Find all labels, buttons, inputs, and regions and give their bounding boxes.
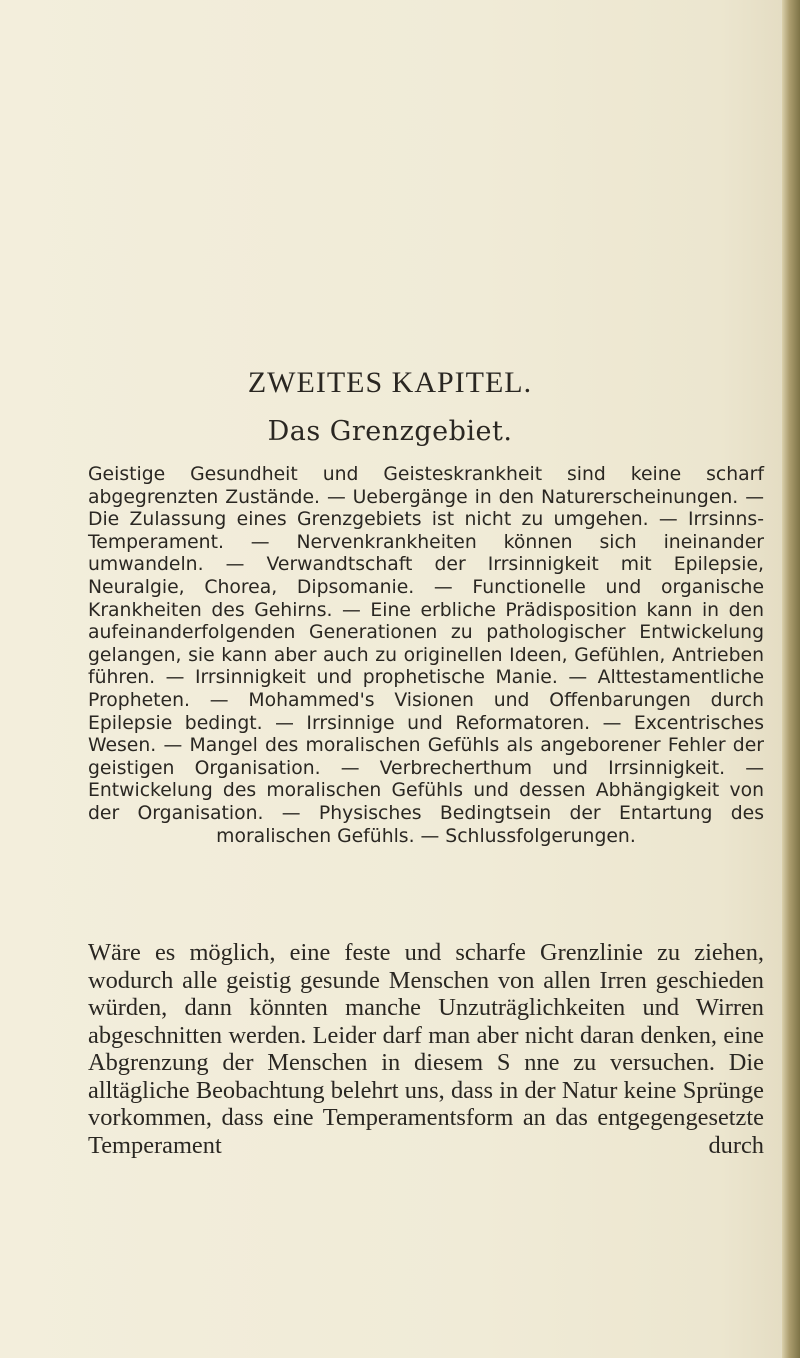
- chapter-heading: ZWEITES KAPITEL.: [247, 366, 533, 399]
- section-title: Das Grenzgebiet.: [267, 416, 513, 447]
- page-edge-shadow: [782, 0, 800, 1358]
- body-paragraph: Wäre es möglich, eine feste und scharfe Grenzlinie zu ziehen, wodurch alle geistig gesunde Menschen von allen Irren geschieden würden, dann könnten manche Unzuträglichkeiten und Wirren abgeschnitten werden. Leider darf man aber nicht daran denken, eine Abgrenzung der Menschen in diesem S nne zu versuchen. Die alltägliche Beobachtung belehrt uns, dass in der Natur keine Sprünge vorkommen, dass eine Temperamentsform an das entgegengesetzte Temperament durch: [88, 939, 764, 1159]
- chapter-summary: Geistige Gesundheit und Geisteskrankheit sind keine scharf abgegrenzten Zustände. — Uebergänge in den Naturerscheinungen. — Die Zulassung eines Grenzgebiets ist nicht zu umgehen. — Irrsinns-Temperament. — Nervenkrankheiten können sich ineinander umwandeln. — Verwandtschaft der Irrsinnigkeit mit Epilepsie, Neuralgie, Chorea, Dipsomanie. — Functionelle und organische Krankheiten des Gehirns. — Eine erbliche Prädisposition kann in den aufeinanderfolgenden Generationen zu pathologischer Entwickelung gelangen, sie kann aber auch zu originellen Ideen, Gefühlen, Antrieben führen. — Irrsinnigkeit und prophetische Manie. — Alttestamentliche Propheten. — Mohammed's Visionen und Offenbarungen durch Epilepsie bedingt. — Irrsinnige und Reformatoren. — Excentrisches Wesen. — Mangel des moralischen Gefühls als angeborener Fehler der geistigen Organisation. — Verbrecherthum und Irrsinnigkeit. — Entwickelung des moralischen Gefühls und dessen Abhängigkeit von der Organisation. — Physisches Bedingtsein der Entartung des moralischen Gefühls. — Schlussfolgerungen.: [88, 464, 764, 847]
